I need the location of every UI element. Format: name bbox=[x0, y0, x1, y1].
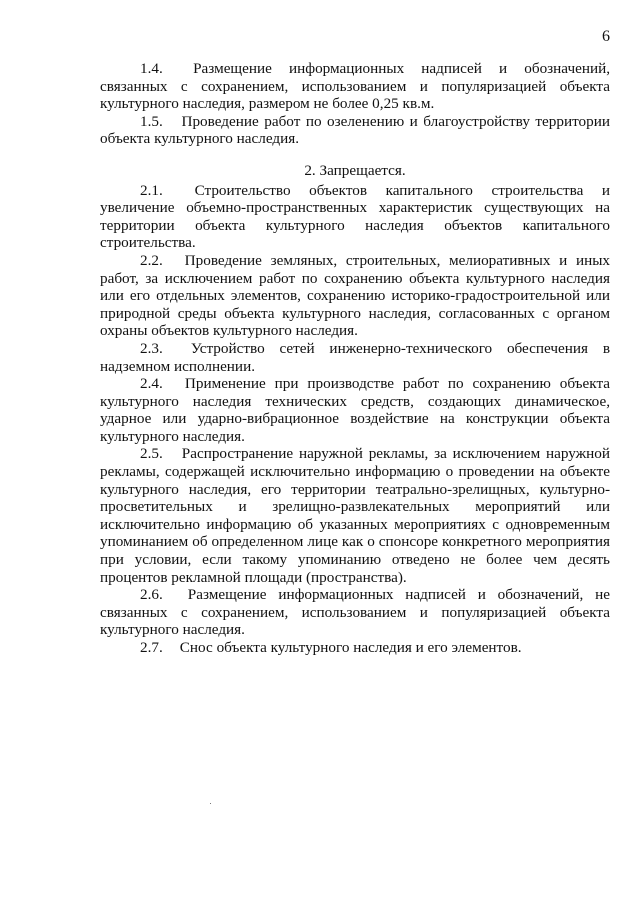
document-body bbox=[100, 60, 610, 657]
clause-1-4 bbox=[100, 60, 610, 113]
clause-text: Распространение наружной рекламы, за исключением наружной рекламы, содержащей исключительно информацию о проведении на объекте культурного наследия, его территории театрально-зрелищных, культурно-просветительных и зрелищно-развлекательных мероприятий или исключительно информацию об указанных мероприятиях с одновременным упоминанием об определенном лице как о спонсоре конкретного мероприятия при условии, если такому упоминанию отведено не более чем десять процентов рекламной площади (пространства). bbox=[100, 445, 610, 586]
clause-number: 1.5. bbox=[140, 112, 163, 130]
clause-number: 2.5. bbox=[140, 445, 163, 463]
section-heading: 2. Запрещается. bbox=[304, 161, 406, 179]
clause-number: 2.1. bbox=[140, 181, 163, 199]
clause-2-3 bbox=[100, 340, 610, 375]
scan-speck bbox=[210, 803, 211, 804]
clause-text: Проведение земляных, строительных, мелиоративных и иных работ, за исключением работ по сохранению объекта культурного наследия или его отдельных элементов, сохранению историко-градостроительной или природной среды объекта культурного наследия, согласованных с органом охраны объектов культурного наследия. bbox=[100, 251, 610, 340]
clause-2-4 bbox=[100, 375, 610, 445]
clause-number: 2.4. bbox=[140, 375, 163, 393]
clause-text: Применение при производстве работ по сохранению объекта культурного наследия технических средств, создающих динамическое, ударное или ударно-вибрационное воздействие на конструкции объекта культурного наследия. bbox=[100, 375, 611, 445]
clause-number: 2.2. bbox=[140, 251, 163, 269]
clause-text: Проведение работ по озеленению и благоустройству территории объекта культурного наследия. bbox=[100, 112, 610, 148]
clause-number: 2.7. bbox=[140, 639, 163, 656]
clause-2-5 bbox=[100, 445, 610, 586]
clause-text: Размещение информационных надписей и обозначений, не связанных с сохранением, использованием и популяризацией объекта культурного наследия. bbox=[100, 586, 610, 639]
clause-2-1 bbox=[100, 182, 610, 252]
clause-2-7 bbox=[100, 639, 610, 657]
clause-2-2 bbox=[100, 252, 610, 340]
clause-text: Размещение информационных надписей и обозначений, связанных с сохранением, использованием и популяризацией объекта культурного наследия, размером не более 0,25 кв.м. bbox=[100, 60, 611, 113]
clause-text: Снос объекта культурного наследия и его элементов. bbox=[179, 639, 522, 656]
clause-text: Устройство сетей инженерно-технического обеспечения в надземном исполнении. bbox=[100, 339, 611, 375]
clause-2-6 bbox=[100, 586, 610, 639]
clause-number: 1.4. bbox=[140, 60, 163, 77]
clause-number: 2.3. bbox=[140, 339, 163, 357]
page-number: 6 bbox=[602, 28, 610, 45]
clause-text: Строительство объектов капитального строительства и увеличение объемно-пространственных характеристик существующих на территории объекта культурного наследия объектов капитального строительства. bbox=[100, 181, 610, 252]
clause-number: 2.6. bbox=[140, 586, 163, 604]
clause-1-5 bbox=[100, 113, 610, 148]
